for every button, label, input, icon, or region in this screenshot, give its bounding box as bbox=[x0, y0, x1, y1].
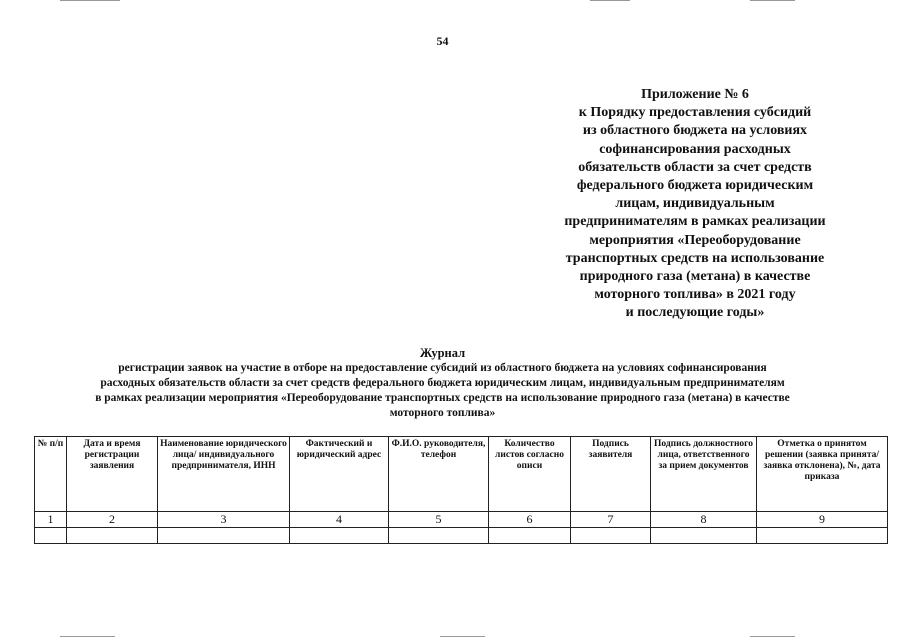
column-number-cell: 3 bbox=[158, 512, 290, 528]
table-header-row bbox=[35, 437, 888, 512]
column-number-cell: 7 bbox=[571, 512, 651, 528]
column-header-official-signature: Подпись должностного лица, ответственного за прием документов bbox=[651, 437, 757, 512]
scan-edge-mark bbox=[750, 636, 795, 637]
appendix-line: транспортных средств на использование bbox=[565, 250, 825, 266]
table-cell bbox=[35, 528, 67, 544]
appendix-line: федерального бюджета юридическим bbox=[576, 178, 814, 194]
table-cell bbox=[757, 528, 888, 544]
table-cell bbox=[651, 528, 757, 544]
column-number-cell: 9 bbox=[757, 512, 888, 528]
column-number-cell: 8 bbox=[651, 512, 757, 528]
column-number-cell: 1 bbox=[35, 512, 67, 528]
column-header-decision: Отметка о принятом решении (заявка принята/заявка отклонена), №, дата приказа bbox=[757, 437, 888, 512]
journal-description-line: в рамках реализации мероприятия «Переоборудование транспортных средств на использование природного газа (метана) в качестве bbox=[95, 392, 790, 404]
journal-description bbox=[0, 361, 885, 421]
column-header-number: № п/п bbox=[35, 437, 67, 512]
table-cell bbox=[389, 528, 489, 544]
scan-edge-mark bbox=[590, 0, 630, 1]
table-cell bbox=[290, 528, 389, 544]
column-header-registration-date: Дата и время регистрации заявления bbox=[67, 437, 158, 512]
journal-title: Журнал bbox=[419, 346, 466, 360]
appendix-line: к Порядку предоставления субсидий bbox=[578, 105, 812, 121]
column-header-sheet-count: Количество листов согласно описи bbox=[489, 437, 571, 512]
table-cell bbox=[158, 528, 290, 544]
appendix-line: софинансирования расходных bbox=[599, 141, 791, 157]
journal-description-line: расходных обязательств области за счет средств федерального бюджета юридическим лицам, индивидуальным предпринимателям bbox=[100, 377, 785, 389]
column-number-cell: 4 bbox=[290, 512, 389, 528]
appendix-title: Приложение № 6 bbox=[641, 87, 749, 102]
column-number-cell: 6 bbox=[489, 512, 571, 528]
scan-edge-mark bbox=[440, 636, 485, 637]
journal-description-line: моторного топлива» bbox=[389, 407, 496, 419]
scan-edge-mark bbox=[60, 636, 115, 637]
appendix-line: лицам, индивидуальным bbox=[615, 196, 775, 212]
table-cell bbox=[489, 528, 571, 544]
appendix-line: предпринимателям в рамках реализации bbox=[564, 214, 826, 230]
column-header-applicant-name: Наименование юридического лица/ индивидуального предпринимателя, ИНН bbox=[158, 437, 290, 512]
appendix-line: моторного топлива» в 2021 году bbox=[594, 287, 796, 303]
appendix-line: природного газа (метана) в качестве bbox=[579, 269, 811, 285]
table-row-column-numbers bbox=[35, 512, 888, 528]
page-number: 54 bbox=[436, 34, 449, 48]
table-row-empty bbox=[35, 528, 888, 544]
journal-description-line: регистрации заявок на участие в отборе на предоставление субсидий из областного бюджета на условиях софинансирования bbox=[118, 362, 767, 374]
column-header-applicant-signature: Подпись заявителя bbox=[571, 437, 651, 512]
column-header-address: Фактический и юридический адрес bbox=[290, 437, 389, 512]
appendix-line: и последующие годы» bbox=[625, 305, 765, 321]
table-cell bbox=[67, 528, 158, 544]
journal-heading bbox=[0, 345, 885, 421]
appendix-line: мероприятия «Переоборудование bbox=[589, 232, 801, 248]
scan-edge-mark bbox=[750, 0, 795, 1]
registration-table bbox=[34, 436, 888, 544]
column-number-cell: 5 bbox=[389, 512, 489, 528]
table-cell bbox=[571, 528, 651, 544]
scan-edge-mark bbox=[60, 0, 120, 1]
column-number-cell: 2 bbox=[67, 512, 158, 528]
appendix-line: обязательств области за счет средств bbox=[578, 159, 812, 175]
column-header-director: Ф.И.О. руководителя, телефон bbox=[389, 437, 489, 512]
appendix-block bbox=[545, 86, 845, 323]
appendix-line: из областного бюджета на условиях bbox=[582, 123, 808, 139]
